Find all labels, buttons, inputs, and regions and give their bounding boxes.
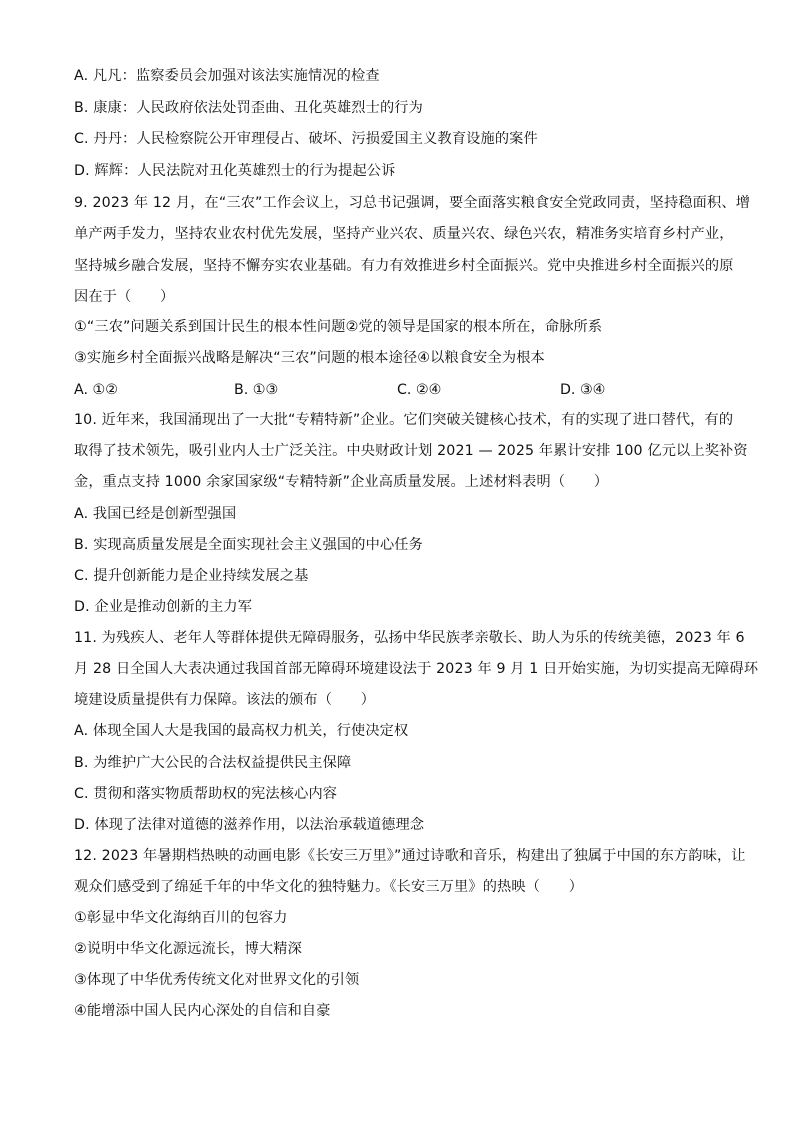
q12-statement-3: ③体现了中华优秀传统文化对世界文化的引领 (74, 972, 360, 988)
q9-statements-line: ③实施乡村全面振兴战略是解决“三农”问题的根本途径④以粮食安全为根本 (74, 350, 545, 366)
q11-option-b: B. 为维护广大公民的合法权益提供民主保障 (74, 755, 352, 771)
q10-stem-line: 金，重点支持 1000 余家国家级“专精特新”企业高质量发展。上述材料表明（ ） (74, 474, 609, 490)
q9-choices (74, 380, 720, 400)
q11-stem-line: 月 28 日全国人大表决通过我国首部无障碍环境建设法于 2023 年 9 月 1 日开始实施，为切实提高无障碍环 (74, 661, 759, 677)
q9-choice-a: A. ①② (74, 382, 118, 398)
q10-option-c: C. 提升创新能力是企业持续发展之基 (74, 568, 309, 584)
q9-stem-line: 单产两手发力，坚持农业农村优先发展，坚持产业兴农、质量兴农、绿色兴农，精准务实培育乡村产业， (74, 226, 734, 242)
q9-choice-c: C. ②④ (397, 382, 442, 398)
q12-stem-line: 12. 2023 年暑期档热映的动画电影《长安三万里》”通过诗歌和音乐，构建出了独属于中国的东方韵味，让 (74, 848, 746, 864)
q8-option-c: C. 丹丹：人民检察院公开审理侵占、破坏、污损爱国主义教育设施的案件 (74, 131, 538, 147)
q11-option-a: A. 体现全国人大是我国的最高权力机关，行使决定权 (74, 723, 409, 739)
q12-statement-1: ①彰显中华文化海纳百川的包容力 (74, 910, 288, 926)
q8-option-a: A. 凡凡：监察委员会加强对该法实施情况的检查 (74, 68, 380, 84)
q8-option-d: D. 辉辉：人民法院对丑化英雄烈士的行为提起公诉 (74, 163, 396, 179)
q9-stem-line: 9. 2023 年 12 月，在“三农”工作会议上，习总书记强调，要全面落实粮食安全党政同责，坚持稳面积、增 (74, 195, 751, 211)
q10-stem-line: 取得了技术领先，吸引业内人士广泛关注。中央财政计划 2021 — 2025 年累计安排 100 亿元以上奖补资 (74, 443, 748, 459)
q12-stem-line: 观众们感受到了绵延千年的中华文化的独特魅力。《长安三万里》的热映（ ） (74, 879, 584, 895)
q9-statements-line: ①“三农”问题关系到国计民生的根本性问题②党的领导是国家的根本所在，命脉所系 (74, 319, 603, 335)
q11-option-d: D. 体现了法律对道德的滋养作用，以法治承载道德理念 (74, 817, 425, 833)
q11-stem-line: 11. 为残疾人、老年人等群体提供无障碍服务，弘扬中华民族孝亲敬长、助人为乐的传统美德，2023 年 6 (74, 630, 745, 646)
q9-choice-b: B. ①③ (234, 382, 279, 398)
q8-option-b: B. 康康：人民政府依法处罚歪曲、丑化英雄烈士的行为 (74, 100, 423, 116)
q9-stem-line: 因在于（ ） (74, 289, 175, 305)
q12-statement-2: ②说明中华文化源远流长，博大精深 (74, 941, 302, 957)
q9-stem-line: 坚持城乡融合发展，坚持不懈夯实农业基础。有力有效推进乡村全面振兴。党中央推进乡村全面振兴的原 (74, 258, 734, 274)
q10-option-d: D. 企业是推动创新的主力军 (74, 599, 253, 615)
q11-stem-line: 境建设质量提供有力保障。该法的颁布（ ） (74, 692, 376, 708)
q12-statement-4: ④能增添中国人民内心深处的自信和自豪 (74, 1003, 331, 1019)
q10-option-b: B. 实现高质量发展是全面实现社会主义强国的中心任务 (74, 537, 423, 553)
q10-option-a: A. 我国已经是创新型强国 (74, 506, 237, 522)
q11-option-c: C. 贯彻和落实物质帮助权的宪法核心内容 (74, 786, 338, 802)
q10-stem-line: 10. 近年来，我国涌现出了一大批“专精特新”企业。它们突破关键核心技术，有的实现了进口替代，有的 (74, 412, 734, 428)
q9-choice-d: D. ③④ (560, 382, 606, 398)
